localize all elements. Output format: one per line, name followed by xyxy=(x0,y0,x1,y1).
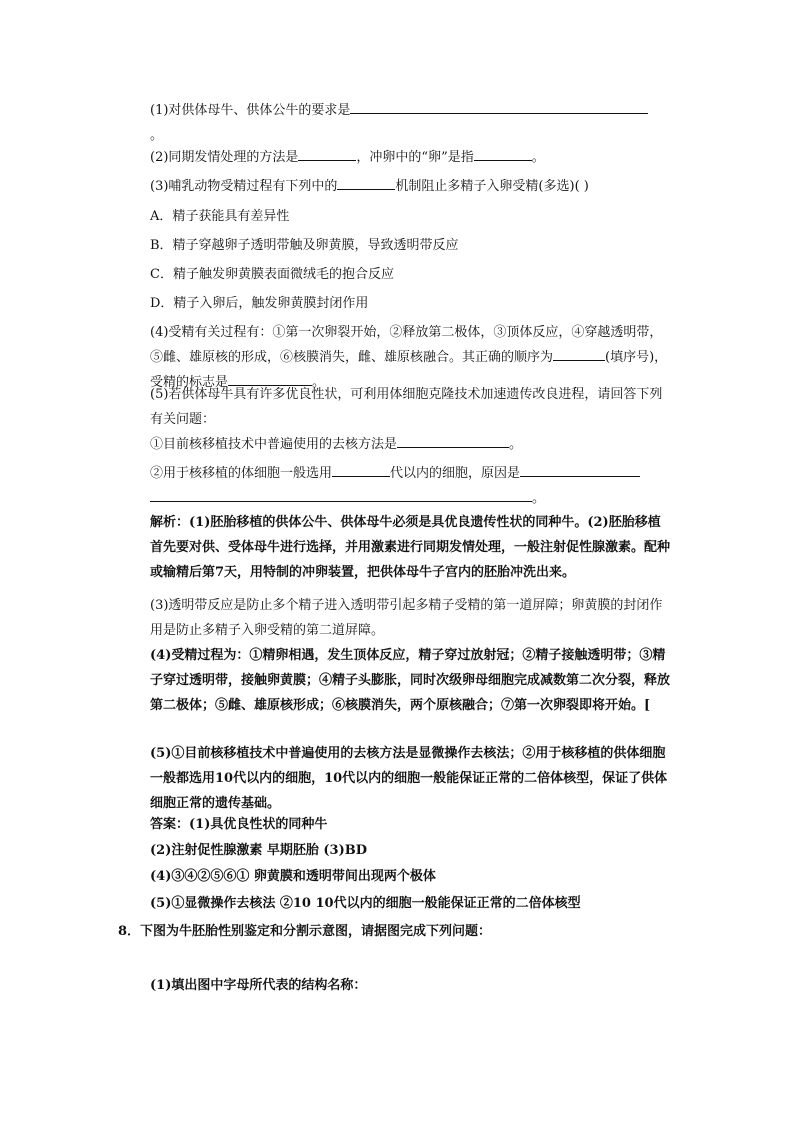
answer-line-1: 答案：(1)具优良性状的同种牛 xyxy=(150,817,328,832)
answer-blank[interactable] xyxy=(298,146,356,161)
question-1: (1)对供体母牛、供体公牛的要求是 。 xyxy=(150,98,672,148)
answer-blank[interactable] xyxy=(150,487,532,502)
question-5-sub-2: ②用于核移植的体细胞一般选用 代以内的细胞，原因是 。 xyxy=(150,461,672,511)
question-5-sub-1: ①目前核移植技术中普遍使用的去核方法是 。 xyxy=(150,432,672,457)
answer-blank[interactable] xyxy=(332,462,390,477)
question-3: (3)哺乳动物受精过程有下列中的 机制阻止多精子入卵受精(多选)( ) xyxy=(150,174,672,199)
question-8-sub-1: (1)填出图中字母所代表的结构名称： xyxy=(150,978,367,993)
question-5-intro: (5)若供体母牛具有许多优良性状，可利用体细胞克隆技术加速遗传改良进程，请回答下列有关问题： xyxy=(150,387,663,427)
option-d: D．精子入卵后，触发卵黄膜封闭作用 xyxy=(150,296,369,311)
answer-line-4: (5)①显微操作去核法 ②10 10代以内的细胞一般能保证正常的二倍体核型 xyxy=(150,896,581,911)
option-c: C．精子触发卵黄膜表面微绒毛的抱合反应 xyxy=(150,267,394,282)
answer-blank[interactable] xyxy=(397,433,509,448)
answer-blank[interactable] xyxy=(350,99,648,114)
analysis-part-1: 解析：(1)胚胎移植的供体公牛、供体母牛必须是具优良遗传性状的同种牛。(2)胚胎移植首先要对供、受体母牛进行选择，并用激素进行同期发情处理，一般注射促性腺激素。配种或输精后第7天，用特制的冲卵装置，把供体母牛子宫内的胚胎冲洗出来。 xyxy=(150,515,671,580)
answer-blank[interactable] xyxy=(474,146,532,161)
question-8-stem: 8．下图为牛胚胎性别鉴定和分割示意图，请据图完成下列问题： xyxy=(118,924,492,939)
answer-blank[interactable] xyxy=(589,346,605,361)
analysis-part-3: (4)受精过程为：①精卵相遇，发生顶体反应，精子穿过放射冠；②精子接触透明带；③精子穿过透明带，接触卵黄膜；④精子头膨胀，同时次级卵母细胞完成减数第二次分裂，释放第二极体；⑤雌、雄原核形成；⑥核膜消失，两个原核融合；⑦第一次卵裂即将开始。[ xyxy=(150,648,671,713)
analysis-part-2: (3)透明带反应是防止多个精子进入透明带引起多精子受精的第一道屏障；卵黄膜的封闭作用是防止多精子入卵受精的第二道屏障。 xyxy=(150,598,663,638)
answer-blank[interactable] xyxy=(553,346,589,361)
answer-blank[interactable] xyxy=(520,462,640,477)
question-2: (2)同期发情处理的方法是 ，冲卵中的“卵”是指 。 xyxy=(150,145,672,170)
answer-line-2: (2)注射促性腺激素 早期胚胎 (3)BD xyxy=(150,843,368,858)
question-4: (4)受精有关过程有：①第一次卵裂开始，②释放第二极体，③顶体反应，④穿越透明带，⑤雌、雄原核的形成，⑥核膜消失，雌、雄原核融合。其正确的顺序为 (填序号)，受精的标志是 。 xyxy=(150,325,668,390)
option-a: A．精子获能具有差异性 xyxy=(150,209,290,224)
analysis-part-4: (5)①目前核移植技术中普遍使用的去核方法是显微操作去核法；②用于核移植的供体细胞一般都选用10代以内的细胞，10代以内的细胞一般能保证正常的二倍体核型，保证了供体细胞正常的遗传基础。 xyxy=(150,746,668,811)
answer-line-3: (4)③④②⑤⑥① 卵黄膜和透明带间出现两个极体 xyxy=(150,869,436,884)
option-b: B．精子穿越卵子透明带触及卵黄膜，导致透明带反应 xyxy=(150,238,459,253)
answer-blank[interactable] xyxy=(337,175,395,190)
